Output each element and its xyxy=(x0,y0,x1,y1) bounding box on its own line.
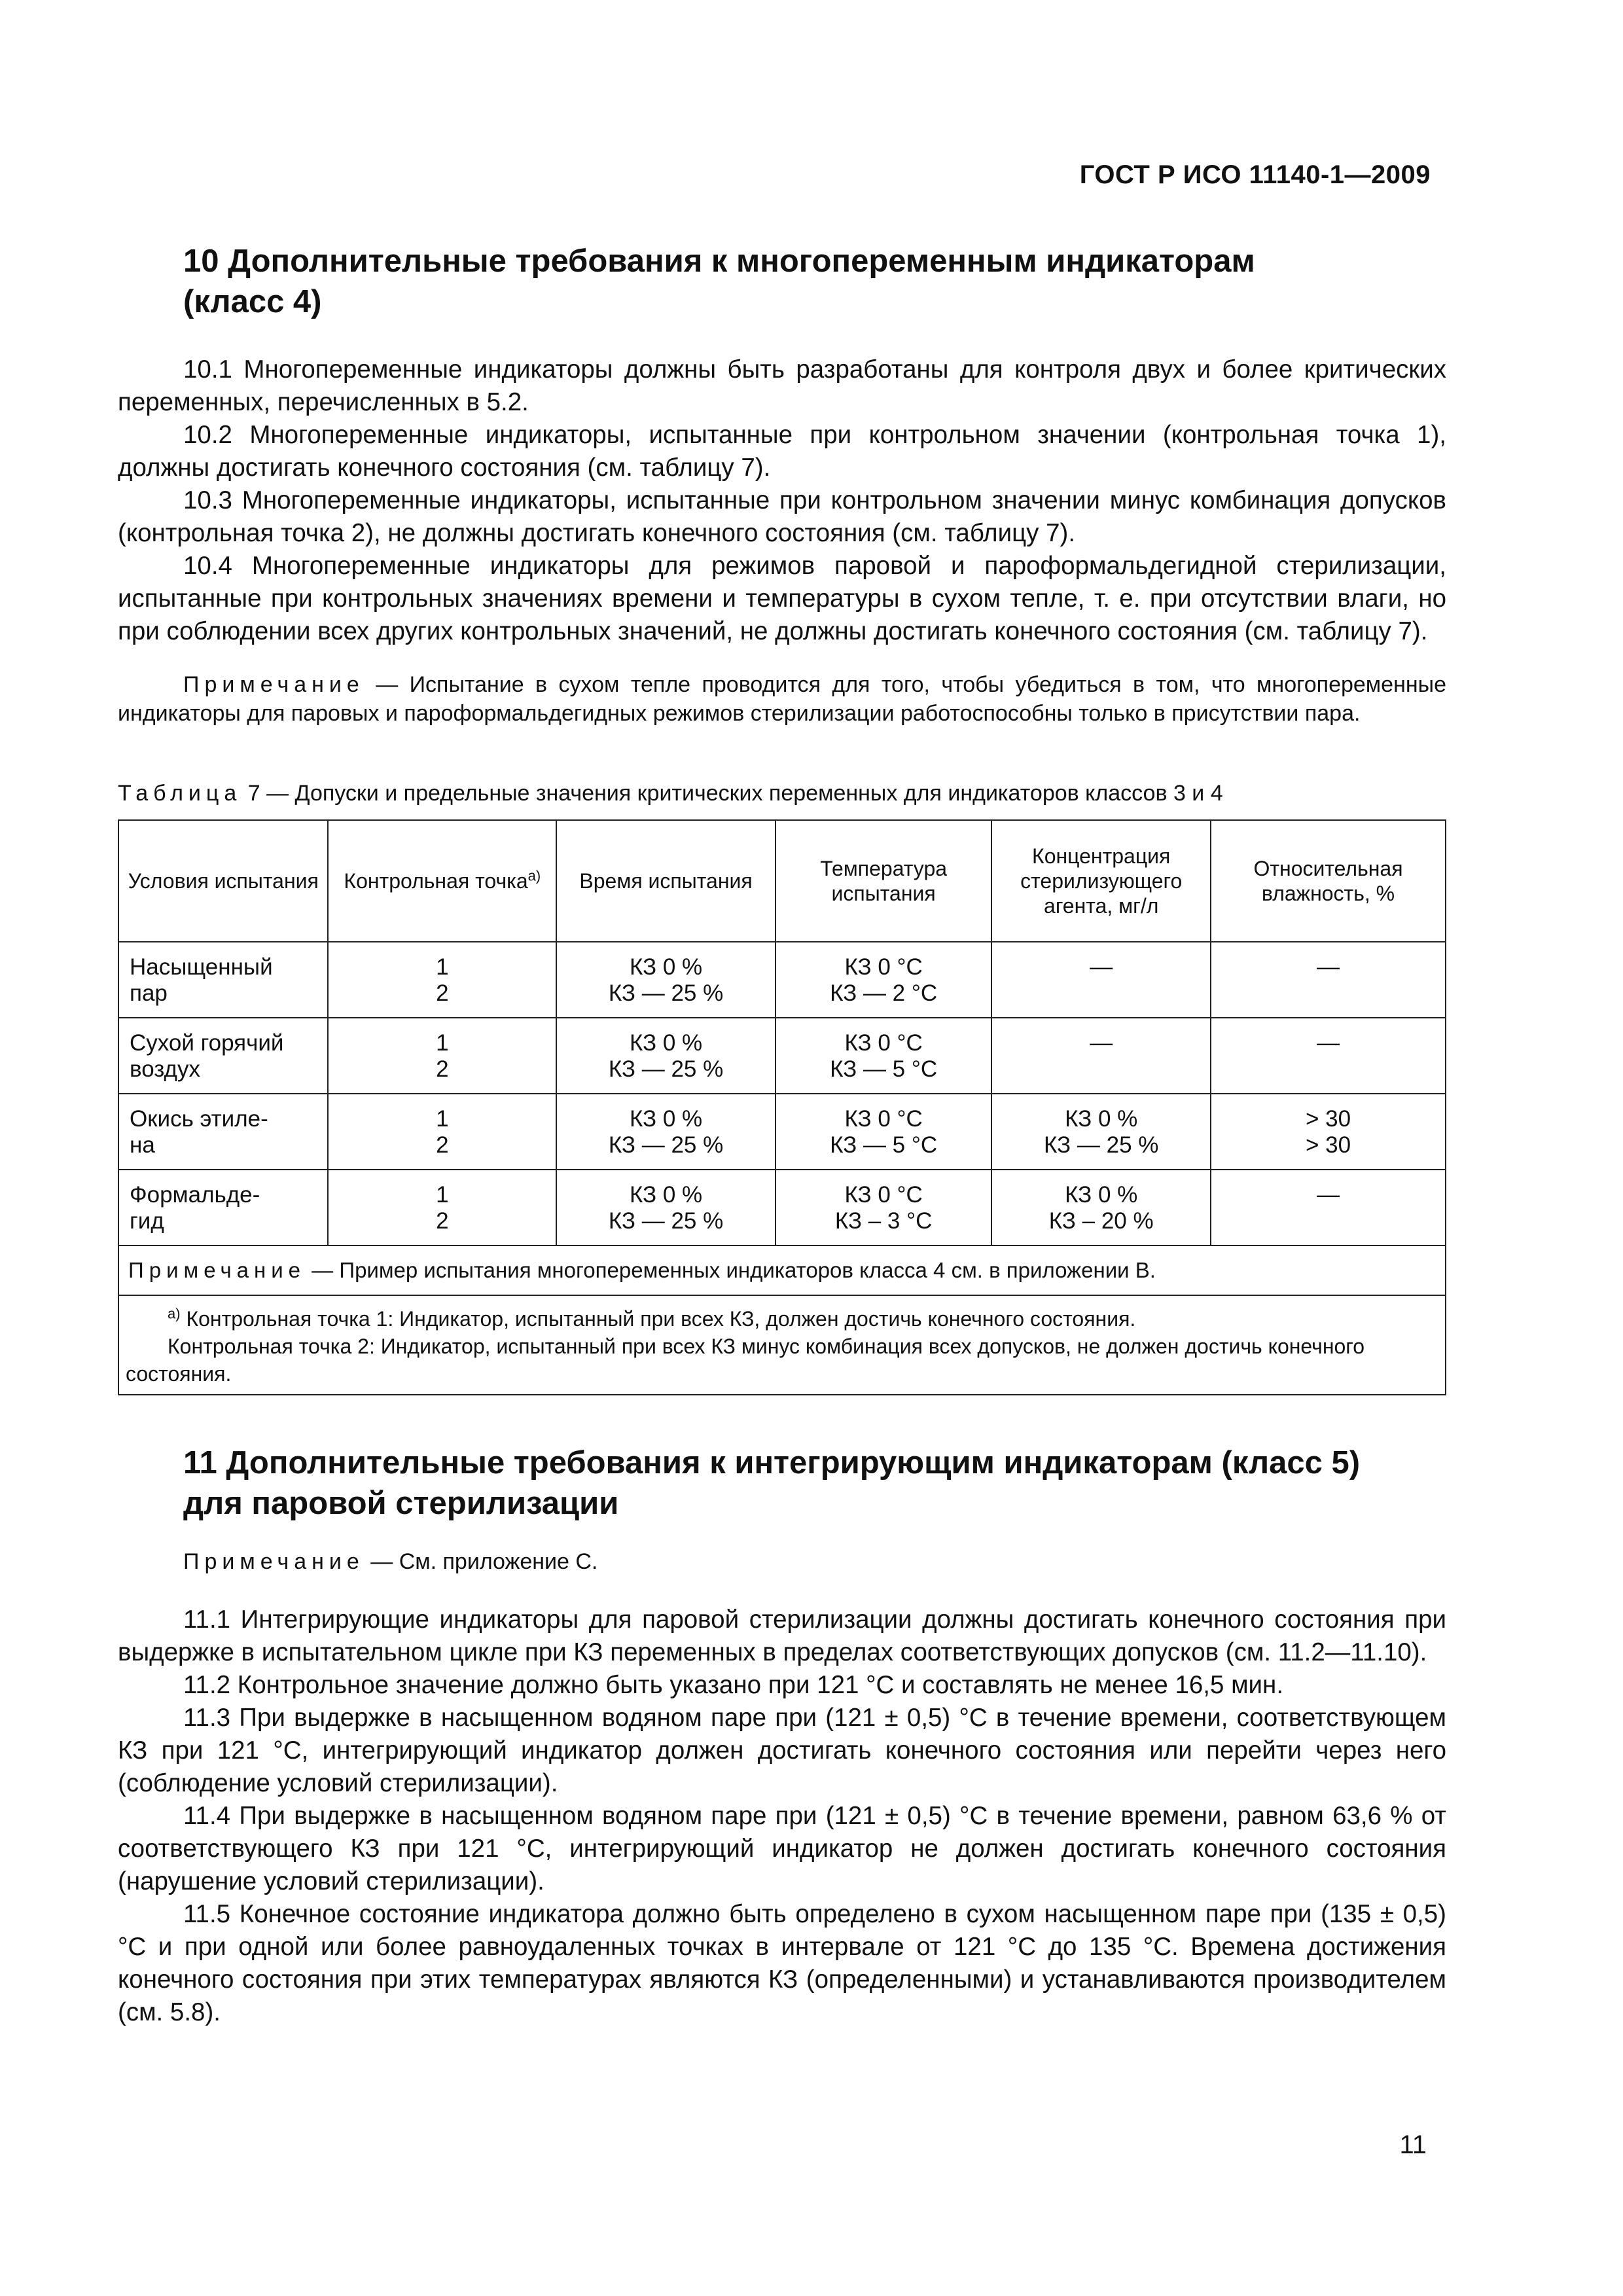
note-label: Примечание xyxy=(183,1549,365,1574)
paragraph-11-4: 11.4 При выдержке в насыщенном водяном паре при (121 ± 0,5) °С в течение времени, равном 63,6 % от соответствующего КЗ при 121 °С, интегрирующий индикатор не должен достигать конечного состояния (нарушение условий стерилизации). xyxy=(118,1802,1446,1895)
table-caption-text: 7 — Допуски и предельные значения критических переменных для индикаторов классов 3 и 4 xyxy=(241,781,1223,806)
cell-concentration: КЗ 0 % КЗ — 25 % xyxy=(991,1094,1211,1170)
col-header-conditions: Условия испытания xyxy=(118,820,328,942)
col-header-point: Контрольная точка$^{а)}$ xyxy=(328,820,556,942)
paragraph-10-3: 10.3 Многопеременные индикаторы, испытанные при контрольном значении минус комбинация допусков (контрольная точка 2), не должны достигать конечного состояния (см. таблицу 7). xyxy=(118,486,1446,547)
note-label: Примечание xyxy=(183,672,365,697)
cell-time: КЗ 0 % КЗ — 25 % xyxy=(556,1018,776,1094)
table-footnote: $^{а)}$ Контрольная точка 1: Индикатор, испытанный при всех КЗ, должен достичь конечного состояния. Контрольная точка 2: Индикатор, испытанный при всех КЗ минус комбинация всех допусков, не должен достичь конечного состояния. xyxy=(118,1295,1446,1395)
col-header-concentration: Концентрация стерилизующего агента, мг/л xyxy=(991,820,1211,942)
paragraph-11-3: 11.3 При выдержке в насыщенном водяном паре при (121 ± 0,5) °С в течение времени, соответствующем КЗ при 121 °С, интегрирующий индикатор должен достигать конечного состояния или перейти через него (соблюдение условий стерилизации). xyxy=(118,1704,1446,1797)
table-footnote-row xyxy=(118,1295,1446,1395)
paragraph-11-2: 11.2 Контрольное значение должно быть указано при 121 °С и составлять не менее 16,5 мин. xyxy=(183,1671,1284,1699)
page-content xyxy=(118,241,1446,2029)
cell-humidity: — xyxy=(1211,1170,1446,1246)
table-caption-label: Таблица xyxy=(118,781,242,806)
paragraph-10-4: 10.4 Многопеременные индикаторы для режимов паровой и пароформальдегидной стерилизации, испытанные при контрольных значениях времени и температуры в сухом тепле, т. е. при отсутствии влаги, но при соблюдении всех других контрольных значений, не должны достигать конечного состояния (см. таблицу 7). xyxy=(118,552,1446,645)
cell-humidity: > 30 > 30 xyxy=(1211,1094,1446,1170)
cell-point: 1 2 xyxy=(328,1018,556,1094)
cell-conditions: Сухой горячий воздух xyxy=(118,1018,328,1094)
cell-conditions: Насыщенный пар xyxy=(118,942,328,1018)
section-11-title-line2: для паровой стерилизации xyxy=(183,1486,619,1521)
cell-temperature: КЗ 0 °С КЗ — 5 °С xyxy=(776,1094,992,1170)
section-11-heading xyxy=(183,1443,1446,1524)
document-header: ГОСТ Р ИСО 11140-1—2009 xyxy=(1079,160,1431,189)
table-row xyxy=(118,1018,1446,1094)
cell-concentration: — xyxy=(991,942,1211,1018)
paragraph-11-1: 11.1 Интегрирующие индикаторы для паровой стерилизации должны достигать конечного состояния при выдержке в испытательном цикле при КЗ переменных в пределах соответствующих допусков (см. 11.2—11.10). xyxy=(118,1605,1446,1666)
cell-time: КЗ 0 % КЗ — 25 % xyxy=(556,1170,776,1246)
col-header-humidity: Относительная влажность, % xyxy=(1211,820,1446,942)
cell-temperature: КЗ 0 °С КЗ – 3 °С xyxy=(776,1170,992,1246)
cell-humidity: — xyxy=(1211,942,1446,1018)
table-note: Примечание — Пример испытания многопеременных индикаторов класса 4 см. в приложении В. xyxy=(118,1246,1446,1295)
col-header-time: Время испытания xyxy=(556,820,776,942)
cell-conditions: Окись этиле- на xyxy=(118,1094,328,1170)
table-row xyxy=(118,942,1446,1018)
footnote-mark: а) xyxy=(168,1305,181,1322)
cell-point: 1 2 xyxy=(328,1094,556,1170)
page-number: 11 xyxy=(1399,2130,1427,2159)
cell-concentration: — xyxy=(991,1018,1211,1094)
cell-point: 1 2 xyxy=(328,942,556,1018)
col-header-temperature: Температура испытания xyxy=(776,820,992,942)
table-row xyxy=(118,1170,1446,1246)
section-10-title-line2: (класс 4) xyxy=(183,284,322,319)
section-10-title-line1: 10 Дополнительные требования к многопеременным индикаторам xyxy=(183,243,1255,279)
paragraph-11-5: 11.5 Конечное состояние индикатора должно быть определено в сухом насыщенном паре при (135 ± 0,5) °С и при одной или более равноудаленных точках в интервале от 121 °С до 135 °С. Времена достижения конечного состояния при этих температурах являются КЗ (определенными) и устанавливаются производителем (см. 5.8). xyxy=(118,1900,1446,2026)
note-text: — См. приложение С. xyxy=(364,1549,598,1574)
cell-time: КЗ 0 % КЗ — 25 % xyxy=(556,1094,776,1170)
section-11-note xyxy=(118,1547,1446,1576)
cell-conditions: Формальде- гид xyxy=(118,1170,328,1246)
section-11-title-line1: 11 Дополнительные требования к интегрирующим индикаторам (класс 5) xyxy=(183,1445,1361,1480)
table-7-caption xyxy=(118,779,1446,808)
cell-time: КЗ 0 % КЗ — 25 % xyxy=(556,942,776,1018)
table-note-row xyxy=(118,1246,1446,1295)
cell-point: 1 2 xyxy=(328,1170,556,1246)
cell-temperature: КЗ 0 °С КЗ — 2 °С xyxy=(776,942,992,1018)
paragraph-10-1: 10.1 Многопеременные индикаторы должны быть разработаны для контроля двух и более критических переменных, перечисленных в 5.2. xyxy=(118,355,1446,416)
cell-humidity: — xyxy=(1211,1018,1446,1094)
paragraph-10-2: 10.2 Многопеременные индикаторы, испытанные при контрольном значении (контрольная точка 1), должны достигать конечного состояния (см. таблицу 7). xyxy=(118,421,1446,482)
section-10-heading xyxy=(183,241,1446,322)
cell-concentration: КЗ 0 % КЗ – 20 % xyxy=(991,1170,1211,1246)
table-row xyxy=(118,1094,1446,1170)
table-7 xyxy=(118,819,1446,1395)
footnote-mark: а) xyxy=(527,867,541,884)
cell-temperature: КЗ 0 °С КЗ — 5 °С xyxy=(776,1018,992,1094)
table-header-row xyxy=(118,820,1446,942)
section-10-note xyxy=(118,670,1446,728)
note-text: — Испытание в сухом тепле проводится для того, чтобы убедиться в том, что многопеременные индикаторы для паровых и пароформальдегидных режимов стерилизации работоспособны только в присутствии пара. xyxy=(118,672,1446,726)
